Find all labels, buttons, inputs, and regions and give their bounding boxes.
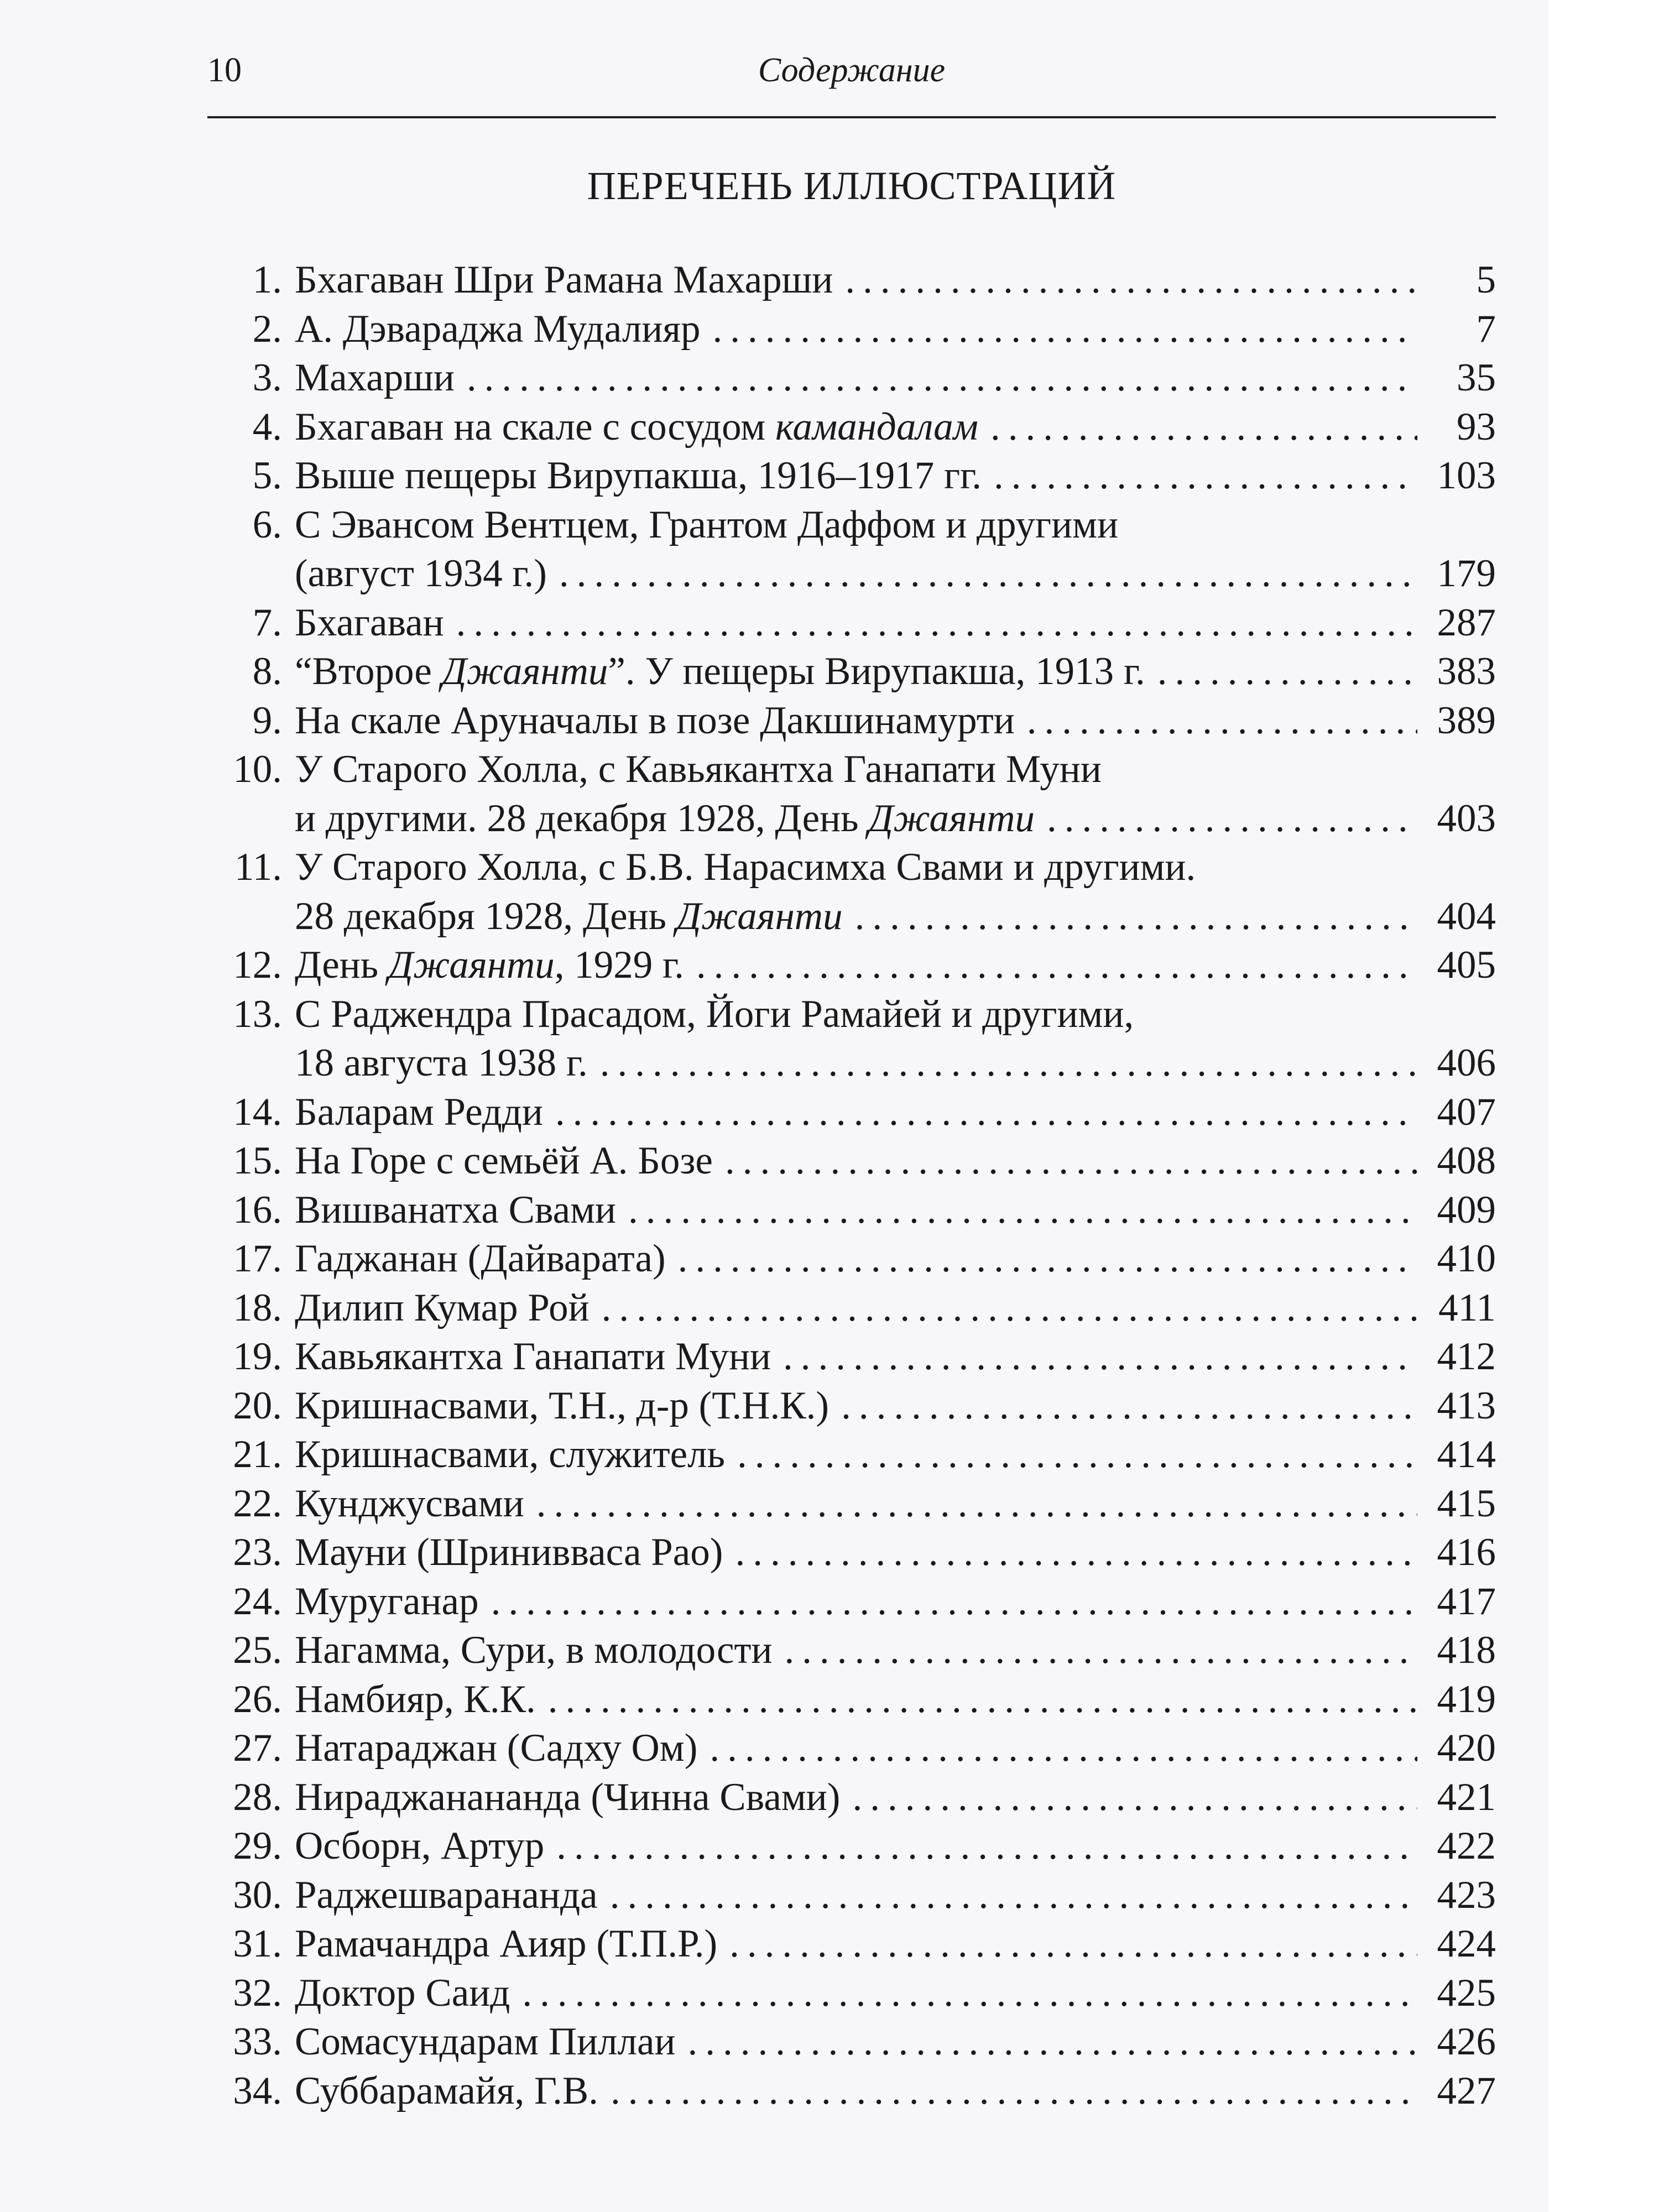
entry-text-run: Муруганар [295,1579,479,1623]
entry-text-run: Вишванатха Свами [295,1188,617,1232]
entry-number: 29. [233,1824,282,1867]
entry-caption-line [295,1724,1496,1773]
entry-caption [295,549,547,598]
entry-page-number: 409 [1437,1188,1496,1232]
entry-line [207,1822,1496,1871]
entry-number: 16. [233,1188,282,1232]
entry-line [207,255,1496,305]
entry-caption [295,696,1015,745]
entry-line [207,353,1496,403]
entry-text-run: Натараджан (Садху Ом) [295,1726,698,1770]
entry-caption [295,1186,616,1235]
entry-page-number: 427 [1437,2069,1496,2112]
list-item [207,745,1496,843]
entry-caption [295,1381,829,1431]
entry-text-run: С Раджендра Прасадом, Йоги Рамайей и другими, [295,992,1134,1036]
entry-page-number: 287 [1437,601,1496,644]
entry-text-run: Выше пещеры Вирупакша, 1916–1917 гг. [295,454,982,497]
entry-caption [295,745,1102,794]
entry-line [207,941,1496,990]
dot-leader [696,941,1417,990]
entry-number: 25. [233,1629,282,1672]
entry-caption [295,1919,717,1969]
entry-text-run: А. Дэвараджа Мудалияр [295,307,701,351]
list-item [207,2067,1496,2116]
entry-page-number: 415 [1437,1481,1496,1525]
entry-caption [295,1822,544,1871]
entry-line [207,1528,1496,1577]
entry-number: 15. [233,1139,282,1182]
list-item [207,1675,1496,1724]
dot-leader [536,1479,1417,1528]
entry-text-run: У Старого Холла, с Кавьякантха Ганапати Муни [295,748,1102,791]
entry-caption [295,990,1134,1039]
entry-caption-line [295,1577,1496,1626]
dot-leader [491,1577,1417,1626]
dot-leader [602,1284,1417,1333]
entry-number: 19. [233,1335,282,1378]
list-item [207,1430,1496,1479]
entry-caption [295,1234,666,1284]
entry-page-number: 404 [1437,894,1496,938]
entry-number: 22. [233,1481,282,1525]
entry-text-run: Баларам Редди [295,1090,543,1134]
dot-leader [456,598,1417,648]
entry-page-number: 389 [1437,698,1496,742]
list-item [207,1822,1496,1871]
entry-caption-line [295,549,1496,598]
entry-caption-line [295,1479,1496,1528]
entry-text-run: У Старого Холла, с Б.В. Нарасимха Свами и другими. [295,846,1196,889]
entry-line [207,500,1496,550]
list-item [207,1871,1496,1920]
entry-line [207,990,1496,1039]
entry-number: 9. [252,698,282,742]
entry-caption [295,1039,588,1088]
entry-caption-line [295,1234,1496,1284]
entry-caption [295,1430,725,1479]
entry-number: 32. [233,1971,282,2015]
italic-term: Джаянти [388,943,555,987]
entry-line [207,1136,1496,1186]
entry-number: 14. [233,1090,282,1134]
entry-text-run: Кавьякантха Ганапати Муни [295,1335,771,1378]
entry-caption-line [295,1675,1496,1724]
entry-text-run: Рамачандра Аияр (Т.П.Р.) [295,1922,718,1965]
entry-line [207,745,1496,794]
list-item [207,696,1496,745]
dot-leader [709,1724,1417,1773]
page-number: 10 [207,51,242,89]
entry-caption [295,1088,543,1137]
entry-page-number: 417 [1437,1579,1496,1623]
entry-line [207,1577,1496,1626]
entry-text-run: Кришнасвами, служитель [295,1433,725,1476]
dot-leader [712,305,1417,354]
entry-page-number: 383 [1437,650,1496,693]
entry-caption [295,1577,479,1626]
entry-caption-line [295,2017,1496,2067]
dot-leader [678,1234,1417,1284]
entry-page-number: 426 [1437,2020,1496,2063]
entry-text-run: Кришнасвами, Т.Н., д-р (Т.Н.К.) [295,1384,830,1427]
entry-line [207,1284,1496,1333]
dot-leader [555,1088,1417,1137]
entry-caption [295,1871,598,1920]
italic-term: Джаянти [868,796,1035,840]
entry-text-run: Сомасундарам Пиллаи [295,2020,676,2063]
entry-number: 21. [233,1433,282,1476]
running-head [207,43,1496,109]
entry-caption-line [295,794,1496,843]
entry-text-run: Бхагаван [295,601,444,644]
list-item [207,941,1496,990]
entry-line [207,1332,1496,1381]
entry-number: 26. [233,1677,282,1721]
entry-page-number: 405 [1437,943,1496,987]
list-item [207,353,1496,403]
entry-text-run: На скале Аруначалы в позе Дакшинамурти [295,698,1015,742]
list-item [207,843,1496,941]
entry-page-number: 422 [1437,1824,1496,1867]
list-item [207,1284,1496,1333]
dot-leader [628,1186,1417,1235]
entry-text-run: “Второе [295,650,442,693]
entry-page-number: 407 [1437,1090,1496,1134]
entry-page-number: 406 [1437,1041,1496,1084]
dot-leader [1047,794,1417,843]
entry-text-run: Намбияр, К.К. [295,1677,536,1721]
entry-number: 27. [233,1726,282,1770]
entry-caption-line [295,696,1496,745]
entry-text-run: ”. У пещеры Вирупакша, 1913 г. [608,650,1145,693]
list-item [207,451,1496,500]
entry-caption-line [295,255,1496,305]
dot-leader [611,2067,1417,2116]
entry-caption-line [295,451,1496,500]
entry-caption-line [295,1381,1496,1431]
dot-leader [467,353,1417,403]
entry-caption-line [295,1969,1496,2018]
entry-line [207,1773,1496,1822]
list-item [207,1724,1496,1773]
entry-caption-line [295,1039,1496,1088]
dot-leader [737,1430,1417,1479]
list-item [207,500,1496,598]
dot-leader [855,892,1417,941]
entry-caption-line [295,1528,1496,1577]
entry-line [207,305,1496,354]
entry-text-run: На Горе с семьёй А. Бозе [295,1139,713,1182]
entry-page-number: 421 [1437,1775,1496,1819]
entry-number: 13. [233,992,282,1036]
list-item [207,1773,1496,1822]
entry-line [207,892,1496,941]
entry-text-run: 28 декабря 1928, День [295,894,676,938]
list-item [207,1528,1496,1577]
entry-number: 17. [233,1237,282,1280]
list-item [207,1626,1496,1675]
dot-leader [852,1773,1417,1822]
entry-caption [295,2067,598,2116]
dot-leader [845,255,1417,305]
dot-leader [522,1969,1417,2018]
entry-number: 3. [252,356,282,399]
entry-caption-line [295,1186,1496,1235]
entry-text-run: Мауни (Шринивваса Рао) [295,1531,723,1574]
entry-number: 23. [233,1531,282,1574]
entry-caption [295,2017,676,2067]
entry-number: 28. [233,1775,282,1819]
entry-page-number: 419 [1437,1677,1496,1721]
entry-caption [295,794,1035,843]
italic-term: Джаянти [676,894,843,938]
entry-line [207,451,1496,500]
list-item [207,1969,1496,2018]
illustrations-list [207,255,1496,2115]
entry-line [207,403,1496,452]
entry-caption-line [295,1871,1496,1920]
entry-caption-line [295,403,1496,452]
entry-caption-line [295,1284,1496,1333]
entry-page-number: 425 [1437,1971,1496,2015]
entry-caption [295,451,982,500]
entry-page-number: 5 [1476,258,1496,301]
entry-caption [295,1773,840,1822]
entry-line [207,549,1496,598]
entry-text-run: Осборн, Артур [295,1824,545,1867]
entry-caption-line [295,2067,1496,2116]
entry-caption-line [295,1332,1496,1381]
entry-page-number: 35 [1457,356,1496,399]
entry-caption [295,1284,589,1333]
entry-caption [295,1136,713,1186]
entry-line [207,1969,1496,2018]
dot-leader [729,1919,1417,1969]
entry-caption-line [295,1430,1496,1479]
list-item [207,1088,1496,1137]
list-item [207,305,1496,354]
entry-page-number: 93 [1457,405,1496,448]
entry-caption [295,1675,536,1724]
entry-caption [295,892,843,941]
entry-text-run: , 1929 г. [554,943,684,987]
list-item [207,403,1496,452]
entry-text-run: День [295,943,388,987]
entry-text-run: С Эвансом Вентцем, Грантом Даффом и другими [295,503,1119,546]
entry-number: 31. [233,1922,282,1965]
dot-leader [725,1136,1417,1186]
list-item [207,598,1496,648]
entry-caption-line [295,1136,1496,1186]
entry-caption-line [295,598,1496,648]
entry-text-run: Доктор Саид [295,1971,510,2015]
dot-leader [784,1626,1417,1675]
dot-leader [688,2017,1417,2067]
entry-page-number: 179 [1437,552,1496,595]
list-item [207,990,1496,1088]
entry-line [207,1430,1496,1479]
entry-number: 24. [233,1579,282,1623]
dot-leader [600,1039,1417,1088]
entry-caption-line [295,1088,1496,1137]
list-item [207,1919,1496,1969]
entry-number: 20. [233,1384,282,1427]
entry-page-number: 412 [1437,1335,1496,1378]
entry-number: 30. [233,1873,282,1917]
dot-leader [994,451,1417,500]
entry-caption [295,255,833,305]
entry-page-number: 410 [1437,1237,1496,1280]
list-title: ПЕРЕЧЕНЬ ИЛЛЮСТРАЦИЙ [587,164,1117,208]
entry-line [207,647,1496,696]
entry-caption [295,1724,697,1773]
entry-number: 11. [234,846,282,889]
list-item [207,1381,1496,1431]
header-divider [207,116,1496,118]
entry-number: 7. [252,601,282,644]
list-item [207,2017,1496,2067]
entry-page-number: 413 [1437,1384,1496,1427]
entry-text-run: и другими. 28 декабря 1928, День [295,796,869,840]
entry-text-run: Махарши [295,356,455,399]
entry-page-number: 411 [1438,1286,1496,1329]
entry-caption-line [295,1773,1496,1822]
entry-line [207,1871,1496,1920]
entry-caption [295,1969,510,2018]
entry-page-number: 416 [1437,1531,1496,1574]
entry-page-number: 103 [1437,454,1496,497]
entry-page-number: 418 [1437,1629,1496,1672]
entry-number: 6. [252,503,282,546]
entry-page-number: 408 [1437,1139,1496,1182]
entry-line [207,1186,1496,1235]
running-head-section: Содержание [758,51,946,89]
entry-text-run: Раджешварананда [295,1873,598,1917]
entry-page-number: 423 [1437,1873,1496,1917]
entry-text-run: Дилип Кумар Рой [295,1286,589,1329]
entry-caption-line [295,941,1496,990]
dot-leader [783,1332,1417,1381]
dot-leader [1157,647,1417,696]
dot-leader [990,403,1417,452]
list-item [207,1332,1496,1381]
entry-text-run: (август 1934 г.) [295,552,547,595]
entry-text-run: Кунджусвами [295,1481,524,1525]
entry-text-run: Суббарамайя, Г.В. [295,2069,598,2112]
entry-number: 10. [233,748,282,791]
entry-caption [295,305,700,354]
entry-text-run: Бхагаван Шри Рамана Махарши [295,258,833,301]
entry-text-run: Гаджанан (Дайварата) [295,1237,666,1280]
entry-caption [295,647,1145,696]
entry-text-run: Нагамма, Сури, в молодости [295,1629,773,1672]
entry-caption [295,598,444,648]
entry-number: 8. [252,650,282,693]
italic-term: Джаянти [441,650,608,693]
entry-caption-line [295,1919,1496,1969]
entry-line [207,1626,1496,1675]
entry-number: 34. [233,2069,282,2112]
entry-line [207,1039,1496,1088]
entry-line [207,1724,1496,1773]
dot-leader [556,1822,1417,1871]
list-item [207,1136,1496,1186]
entry-line [207,1479,1496,1528]
entry-page-number: 420 [1437,1726,1496,1770]
dot-leader [548,1675,1417,1724]
entry-number: 1. [252,258,282,301]
dot-leader [559,549,1417,598]
entry-number: 12. [233,943,282,987]
entry-page-number: 424 [1437,1922,1496,1965]
entry-number: 2. [252,307,282,351]
entry-caption-line [295,1626,1496,1675]
entry-text-run: Нираджанананда (Чинна Свами) [295,1775,841,1819]
entry-caption [295,500,1118,550]
entry-caption [295,843,1196,892]
entry-caption [295,353,455,403]
entry-text-run: Бхагаван на скале с сосудом [295,405,775,448]
list-item [207,255,1496,305]
entry-caption-line [295,892,1496,941]
entry-line [207,1381,1496,1431]
dot-leader [1027,696,1417,745]
entry-page-number: 7 [1476,307,1496,351]
entry-page-number: 403 [1437,796,1496,840]
entry-caption [295,941,684,990]
entry-caption [295,1528,723,1577]
entry-line [207,794,1496,843]
entry-caption-line [295,1822,1496,1871]
dot-leader [610,1871,1417,1920]
entry-caption-line [295,353,1496,403]
entry-number: 4. [252,405,282,448]
entry-caption [295,1332,771,1381]
entry-number: 33. [233,2020,282,2063]
entry-number: 18. [233,1286,282,1329]
dot-leader [735,1528,1417,1577]
entry-page-number: 414 [1437,1433,1496,1476]
entry-line [207,1088,1496,1137]
entry-line [207,598,1496,648]
list-item [207,1479,1496,1528]
entry-caption [295,403,978,452]
entry-text-run: 18 августа 1938 г. [295,1041,588,1084]
list-item [207,1577,1496,1626]
list-item [207,1234,1496,1284]
entry-line [207,1919,1496,1969]
entry-line [207,843,1496,892]
entry-line [207,696,1496,745]
entry-caption-line [295,305,1496,354]
entry-line [207,1234,1496,1284]
entry-caption [295,1479,524,1528]
entry-caption-line [295,647,1496,696]
italic-term: камандалам [775,405,978,448]
list-item [207,1186,1496,1235]
list-item [207,647,1496,696]
entry-line [207,1675,1496,1724]
dot-leader [841,1381,1417,1431]
entry-number: 5. [252,454,282,497]
entry-line [207,2067,1496,2116]
entry-line [207,2017,1496,2067]
entry-caption [295,1626,772,1675]
